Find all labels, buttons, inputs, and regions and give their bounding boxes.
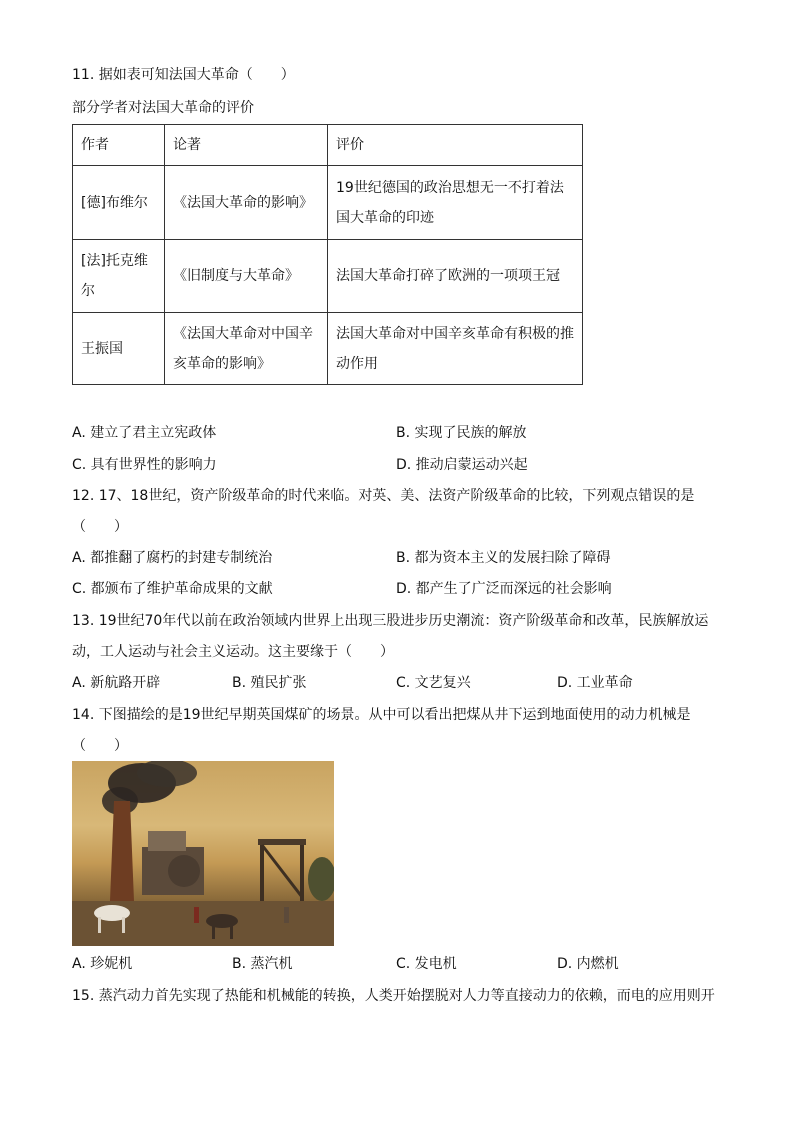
cell-evaluation-line1: 法国大革命对中国辛亥革命有积极的推 (336, 325, 574, 342)
cell-evaluation-line1: 19世纪德国的政治思想无一不打着法 (336, 179, 564, 196)
cell-evaluation: 法国大革命打碎了欧洲的一项项王冠 (328, 240, 583, 313)
q11-option-c[interactable]: C. 具有世界性的影响力 (72, 457, 217, 473)
q11-option-b[interactable]: B. 实现了民族的解放 (396, 425, 527, 441)
q13-stem-line1: 13. 19世纪70年代以前在政治领域内世界上出现三股进步历史潮流：资产阶级革命和改革，民族解放运 (72, 613, 709, 629)
cell-author: 王振国 (73, 313, 165, 385)
cell-author: [德]布维尔 (73, 166, 165, 240)
table-row (73, 166, 583, 240)
q13-stem-line2: 动，工人运动与社会主义运动。这主要缘于（ ） (72, 644, 394, 660)
cell-author-line2: 尔 (81, 283, 95, 299)
table-caption: 部分学者对法国大革命的评价 (72, 100, 254, 116)
q15-stem-line1: 15. 蒸汽动力首先实现了热能和机械能的转换，人类开始摆脱对人力等直接动力的依赖，而电的应用则开 (72, 988, 715, 1004)
q13-option-c[interactable]: C. 文艺复兴 (396, 675, 471, 691)
q12-option-c[interactable]: C. 都颁布了维护革命成果的文献 (72, 581, 273, 597)
header-author: 作者 (73, 125, 165, 166)
q14-stem-line2: （ ） (72, 738, 128, 754)
cell-work: 《旧制度与大革命》 (165, 240, 328, 313)
q13-option-a[interactable]: A. 新航路开辟 (72, 675, 161, 691)
cell-evaluation-line2: 国大革命的印迹 (336, 209, 434, 226)
q14-option-d[interactable]: D. 内燃机 (557, 956, 619, 972)
q14-option-b[interactable]: B. 蒸汽机 (232, 956, 293, 972)
coal-mine-illustration (72, 761, 334, 946)
cell-work (165, 313, 328, 385)
cell-author-line1: [法]托克维 (81, 253, 148, 269)
table-header-row (73, 125, 583, 166)
q14-option-c[interactable]: C. 发电机 (396, 956, 457, 972)
q11-option-a[interactable]: A. 建立了君主立宪政体 (72, 425, 217, 441)
q12-option-d[interactable]: D. 都产生了广泛而深远的社会影响 (396, 581, 612, 597)
q12-stem-line2: （ ） (72, 519, 128, 535)
cell-work: 《法国大革命的影响》 (165, 166, 328, 240)
cell-evaluation-line2: 动作用 (336, 355, 378, 372)
cell-evaluation (328, 313, 583, 385)
q13-option-b[interactable]: B. 殖民扩张 (232, 675, 307, 691)
q12-option-b[interactable]: B. 都为资本主义的发展扫除了障碍 (396, 550, 611, 566)
table-row (73, 313, 583, 385)
cell-author (73, 240, 165, 313)
q14-option-a[interactable]: A. 珍妮机 (72, 956, 133, 972)
cell-work-line1: 《法国大革命对中国辛 (173, 325, 313, 342)
q12-stem-line1: 12. 17、18世纪，资产阶级革命的时代来临。对英、美、法资产阶级革命的比较，下列观点错误的是 (72, 488, 695, 504)
q12-option-a[interactable]: A. 都推翻了腐朽的封建专制统治 (72, 550, 273, 566)
header-work: 论著 (165, 125, 328, 166)
cell-work-line2: 亥革命的影响》 (173, 355, 271, 372)
table-row (73, 240, 583, 313)
q14-stem-line1: 14. 下图描绘的是19世纪早期英国煤矿的场景。从中可以看出把煤从井下运到地面使用的动力机械是 (72, 707, 691, 723)
evaluation-table (72, 124, 583, 385)
q11-option-d[interactable]: D. 推动启蒙运动兴起 (396, 457, 528, 473)
q13-option-d[interactable]: D. 工业革命 (557, 675, 633, 691)
cell-evaluation (328, 166, 583, 240)
coal-mine-painting (72, 761, 334, 946)
header-evaluation: 评价 (328, 125, 583, 166)
q11-stem: 11. 据如表可知法国大革命（ ） (72, 67, 295, 83)
